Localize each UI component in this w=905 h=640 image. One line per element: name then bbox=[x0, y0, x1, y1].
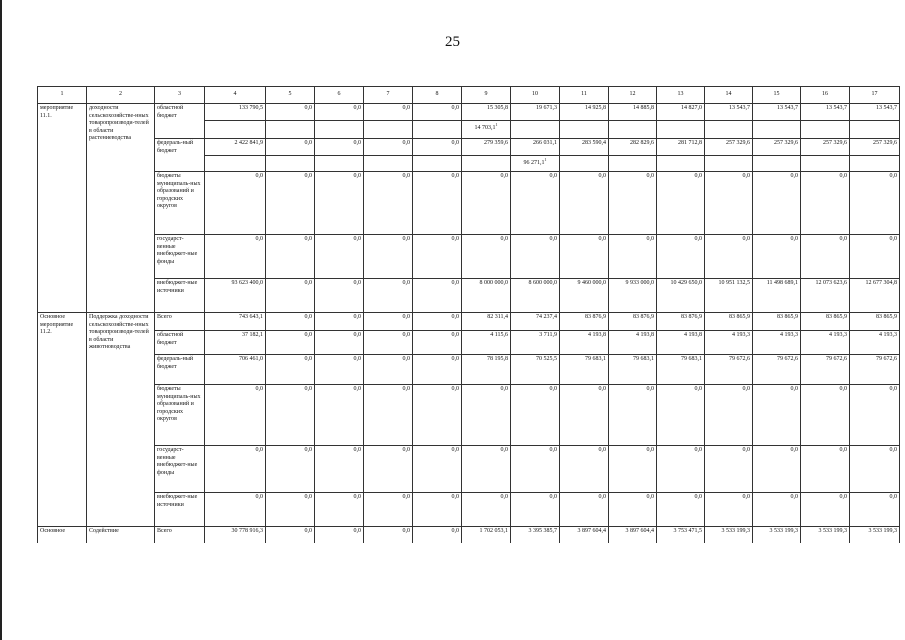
value-cell: 9 460 000,0 bbox=[560, 279, 609, 313]
column-number: 2 bbox=[87, 87, 155, 104]
value-cell: 0,0 bbox=[511, 235, 560, 279]
value-cell-note bbox=[705, 121, 753, 139]
value-cell: 0,0 bbox=[364, 355, 413, 385]
funding-source-cell: Всего bbox=[155, 313, 205, 331]
value-cell: 0,0 bbox=[315, 493, 364, 527]
value-cell-note bbox=[413, 156, 462, 172]
value-cell: 4 193,8 bbox=[609, 331, 657, 355]
value-cell: 0,0 bbox=[315, 331, 364, 355]
column-number: 1 bbox=[38, 87, 87, 104]
value-cell: 0,0 bbox=[511, 385, 560, 446]
value-cell: 0,0 bbox=[850, 446, 900, 493]
value-cell: 0,0 bbox=[609, 385, 657, 446]
column-number: 6 bbox=[315, 87, 364, 104]
footnote-marker: 1 bbox=[495, 122, 498, 127]
table-row bbox=[38, 139, 900, 156]
value-cell: 3 711,9 bbox=[511, 331, 560, 355]
value-cell: 0,0 bbox=[609, 235, 657, 279]
footnote-marker: 1 bbox=[544, 157, 547, 162]
value-cell: 0,0 bbox=[413, 235, 462, 279]
value-cell-note bbox=[705, 156, 753, 172]
table-row bbox=[38, 172, 900, 235]
value-cell: 0,0 bbox=[364, 279, 413, 313]
value-cell-note bbox=[266, 121, 315, 139]
value-cell: 0,0 bbox=[560, 235, 609, 279]
value-cell-note bbox=[657, 121, 705, 139]
value-cell: 0,0 bbox=[413, 313, 462, 331]
value-cell: 0,0 bbox=[266, 172, 315, 235]
value-cell-note bbox=[462, 156, 511, 172]
funding-source-cell: бюджеты муниципаль-ных образований и городских округов bbox=[155, 385, 205, 446]
value-cell: 3 897 604,4 bbox=[609, 527, 657, 543]
value-cell: 0,0 bbox=[753, 235, 801, 279]
column-number: 13 bbox=[657, 87, 705, 104]
value-cell: 0,0 bbox=[560, 385, 609, 446]
value-cell: 0,0 bbox=[266, 313, 315, 331]
value-cell: 83 865,9 bbox=[705, 313, 753, 331]
value-cell: 93 623 400,0 bbox=[205, 279, 266, 313]
value-cell: 0,0 bbox=[315, 446, 364, 493]
value-cell: 0,0 bbox=[462, 235, 511, 279]
value-cell: 11 498 689,1 bbox=[753, 279, 801, 313]
value-cell-note bbox=[205, 156, 266, 172]
value-cell: 0,0 bbox=[801, 385, 850, 446]
value-cell: 0,0 bbox=[315, 527, 364, 543]
table-row bbox=[38, 493, 900, 527]
column-number: 7 bbox=[364, 87, 413, 104]
value-cell: 0,0 bbox=[315, 313, 364, 331]
column-number: 3 bbox=[155, 87, 205, 104]
value-cell: 3 753 471,5 bbox=[657, 527, 705, 543]
measure-name-cell: Основное bbox=[38, 527, 87, 543]
value-cell: 257 329,6 bbox=[801, 139, 850, 156]
value-cell: 281 712,8 bbox=[657, 139, 705, 156]
value-cell: 0,0 bbox=[266, 331, 315, 355]
value-cell-note bbox=[413, 121, 462, 139]
column-number: 8 bbox=[413, 87, 462, 104]
table-header-row bbox=[38, 87, 900, 104]
value-cell: 0,0 bbox=[801, 172, 850, 235]
value-cell: 0,0 bbox=[609, 446, 657, 493]
value-cell: 12 073 623,6 bbox=[801, 279, 850, 313]
value-cell: 3 897 604,4 bbox=[560, 527, 609, 543]
footnote-value: 14 703,1 bbox=[474, 125, 496, 131]
column-number: 17 bbox=[850, 87, 900, 104]
column-number: 14 bbox=[705, 87, 753, 104]
column-number: 16 bbox=[801, 87, 850, 104]
value-cell: 279 359,6 bbox=[462, 139, 511, 156]
measure-name-cell: Основное мероприятие 11.2. bbox=[38, 313, 87, 527]
measure-description-cell: Содействие bbox=[87, 527, 155, 543]
value-cell: 3 533 199,3 bbox=[753, 527, 801, 543]
value-cell: 266 031,1 bbox=[511, 139, 560, 156]
funding-source-cell: бюджеты муниципаль-ных образований и городских округов bbox=[155, 172, 205, 235]
value-cell-note bbox=[462, 121, 511, 139]
value-cell: 0,0 bbox=[315, 172, 364, 235]
value-cell: 0,0 bbox=[315, 385, 364, 446]
value-cell: 70 525,5 bbox=[511, 355, 560, 385]
value-cell: 0,0 bbox=[413, 104, 462, 121]
value-cell: 0,0 bbox=[609, 493, 657, 527]
value-cell: 79 683,1 bbox=[657, 355, 705, 385]
value-cell: 4 193,3 bbox=[753, 331, 801, 355]
value-cell: 79 672,6 bbox=[801, 355, 850, 385]
value-cell: 4 115,6 bbox=[462, 331, 511, 355]
value-cell: 0,0 bbox=[850, 172, 900, 235]
value-cell: 37 182,1 bbox=[205, 331, 266, 355]
value-cell: 13 543,7 bbox=[753, 104, 801, 121]
value-cell: 0,0 bbox=[364, 104, 413, 121]
value-cell: 0,0 bbox=[364, 313, 413, 331]
value-cell: 0,0 bbox=[315, 355, 364, 385]
value-cell-note bbox=[753, 121, 801, 139]
column-number: 15 bbox=[753, 87, 801, 104]
funding-source-cell: внебюджет-ные источники bbox=[155, 493, 205, 527]
value-cell: 0,0 bbox=[753, 493, 801, 527]
value-cell: 4 193,8 bbox=[560, 331, 609, 355]
value-cell: 0,0 bbox=[657, 235, 705, 279]
value-cell: 0,0 bbox=[266, 527, 315, 543]
value-cell: 0,0 bbox=[413, 355, 462, 385]
value-cell: 0,0 bbox=[205, 446, 266, 493]
value-cell: 0,0 bbox=[753, 172, 801, 235]
value-cell: 0,0 bbox=[364, 331, 413, 355]
value-cell: 0,0 bbox=[413, 331, 462, 355]
value-cell: 83 876,9 bbox=[657, 313, 705, 331]
value-cell: 0,0 bbox=[266, 446, 315, 493]
value-cell: 0,0 bbox=[560, 493, 609, 527]
value-cell: 0,0 bbox=[413, 139, 462, 156]
value-cell: 0,0 bbox=[413, 172, 462, 235]
value-cell-note bbox=[315, 156, 364, 172]
measure-description-cell: доходности сельскохозяйстве-нных товаропроизводи-телей в области растениеводства bbox=[87, 104, 155, 313]
value-cell-note bbox=[657, 156, 705, 172]
value-cell-note bbox=[511, 121, 560, 139]
value-cell: 13 543,7 bbox=[801, 104, 850, 121]
value-cell: 0,0 bbox=[364, 446, 413, 493]
funding-source-cell: федераль-ный бюджет bbox=[155, 355, 205, 385]
value-cell: 0,0 bbox=[364, 139, 413, 156]
value-cell: 79 683,1 bbox=[609, 355, 657, 385]
value-cell: 13 543,7 bbox=[705, 104, 753, 121]
value-cell: 12 677 304,8 bbox=[850, 279, 900, 313]
value-cell: 0,0 bbox=[560, 172, 609, 235]
value-cell: 0,0 bbox=[413, 527, 462, 543]
value-cell: 0,0 bbox=[266, 104, 315, 121]
value-cell-note bbox=[205, 121, 266, 139]
value-cell: 4 193,8 bbox=[657, 331, 705, 355]
value-cell: 283 590,4 bbox=[560, 139, 609, 156]
value-cell-note bbox=[850, 121, 900, 139]
value-cell: 0,0 bbox=[315, 235, 364, 279]
value-cell: 0,0 bbox=[657, 385, 705, 446]
funding-source-cell: государст-венные внебюджет-ные фонды bbox=[155, 235, 205, 279]
value-cell: 257 329,6 bbox=[850, 139, 900, 156]
funding-source-cell: федераль-ный бюджет bbox=[155, 139, 205, 172]
value-cell: 2 422 841,9 bbox=[205, 139, 266, 156]
value-cell: 0,0 bbox=[705, 235, 753, 279]
value-cell: 83 876,9 bbox=[560, 313, 609, 331]
value-cell: 0,0 bbox=[753, 446, 801, 493]
budget-table bbox=[37, 86, 900, 543]
value-cell: 0,0 bbox=[266, 385, 315, 446]
column-number: 4 bbox=[205, 87, 266, 104]
value-cell: 0,0 bbox=[705, 172, 753, 235]
table-row bbox=[38, 104, 900, 121]
value-cell: 0,0 bbox=[462, 493, 511, 527]
value-cell: 0,0 bbox=[657, 446, 705, 493]
column-number: 11 bbox=[560, 87, 609, 104]
value-cell: 0,0 bbox=[205, 172, 266, 235]
value-cell: 0,0 bbox=[801, 235, 850, 279]
value-cell-note bbox=[609, 156, 657, 172]
page-edge-line bbox=[0, 0, 2, 640]
value-cell: 0,0 bbox=[462, 172, 511, 235]
value-cell: 0,0 bbox=[560, 446, 609, 493]
value-cell: 10 951 132,5 bbox=[705, 279, 753, 313]
value-cell-note bbox=[850, 156, 900, 172]
value-cell: 0,0 bbox=[266, 493, 315, 527]
value-cell: 83 865,9 bbox=[801, 313, 850, 331]
value-cell: 257 329,6 bbox=[753, 139, 801, 156]
value-cell-note bbox=[609, 121, 657, 139]
column-number: 5 bbox=[266, 87, 315, 104]
value-cell: 743 643,1 bbox=[205, 313, 266, 331]
value-cell: 0,0 bbox=[850, 385, 900, 446]
table-row bbox=[38, 313, 900, 331]
value-cell: 257 329,6 bbox=[705, 139, 753, 156]
value-cell: 4 193,3 bbox=[801, 331, 850, 355]
column-number: 12 bbox=[609, 87, 657, 104]
value-cell: 14 885,8 bbox=[609, 104, 657, 121]
funding-source-cell: внебюджет-ные источники bbox=[155, 279, 205, 313]
value-cell-note bbox=[315, 121, 364, 139]
value-cell: 9 933 000,0 bbox=[609, 279, 657, 313]
value-cell: 0,0 bbox=[266, 139, 315, 156]
column-number: 10 bbox=[511, 87, 560, 104]
value-cell: 1 702 053,1 bbox=[462, 527, 511, 543]
funding-source-cell: Всего bbox=[155, 527, 205, 543]
value-cell: 282 829,6 bbox=[609, 139, 657, 156]
page-number: 25 bbox=[445, 34, 460, 50]
table-row bbox=[38, 446, 900, 493]
value-cell: 0,0 bbox=[753, 385, 801, 446]
funding-source-cell: областной бюджет bbox=[155, 331, 205, 355]
table-row bbox=[38, 385, 900, 446]
value-cell: 83 876,9 bbox=[609, 313, 657, 331]
value-cell: 19 671,3 bbox=[511, 104, 560, 121]
table-row bbox=[38, 235, 900, 279]
value-cell-note bbox=[801, 156, 850, 172]
value-cell: 79 683,1 bbox=[560, 355, 609, 385]
value-cell: 0,0 bbox=[315, 279, 364, 313]
table-row bbox=[38, 279, 900, 313]
value-cell: 0,0 bbox=[266, 279, 315, 313]
value-cell: 4 193,3 bbox=[705, 331, 753, 355]
value-cell: 706 461,0 bbox=[205, 355, 266, 385]
table-row bbox=[38, 527, 900, 543]
value-cell: 79 672,6 bbox=[753, 355, 801, 385]
value-cell: 0,0 bbox=[850, 493, 900, 527]
value-cell: 78 195,8 bbox=[462, 355, 511, 385]
value-cell: 83 865,9 bbox=[753, 313, 801, 331]
value-cell: 3 533 199,3 bbox=[850, 527, 900, 543]
value-cell: 0,0 bbox=[705, 385, 753, 446]
value-cell: 0,0 bbox=[413, 493, 462, 527]
value-cell: 4 193,3 bbox=[850, 331, 900, 355]
value-cell-note bbox=[801, 121, 850, 139]
value-cell-note bbox=[560, 121, 609, 139]
table-row bbox=[38, 331, 900, 355]
value-cell: 0,0 bbox=[364, 493, 413, 527]
value-cell: 79 672,6 bbox=[705, 355, 753, 385]
value-cell-note bbox=[364, 121, 413, 139]
value-cell: 8 000 000,0 bbox=[462, 279, 511, 313]
value-cell: 30 778 916,3 bbox=[205, 527, 266, 543]
value-cell: 0,0 bbox=[657, 172, 705, 235]
value-cell: 0,0 bbox=[364, 527, 413, 543]
value-cell: 0,0 bbox=[205, 385, 266, 446]
value-cell: 0,0 bbox=[801, 446, 850, 493]
footnote-value: 96 271,1 bbox=[523, 160, 545, 166]
value-cell-note bbox=[560, 156, 609, 172]
value-cell: 3 533 199,3 bbox=[705, 527, 753, 543]
value-cell-note bbox=[753, 156, 801, 172]
column-number: 9 bbox=[462, 87, 511, 104]
value-cell-note bbox=[266, 156, 315, 172]
value-cell: 74 237,4 bbox=[511, 313, 560, 331]
value-cell: 0,0 bbox=[609, 172, 657, 235]
value-cell: 0,0 bbox=[413, 446, 462, 493]
value-cell: 0,0 bbox=[511, 493, 560, 527]
funding-source-cell: государст-венные внебюджет-ные фонды bbox=[155, 446, 205, 493]
table-row bbox=[38, 355, 900, 385]
value-cell: 15 305,8 bbox=[462, 104, 511, 121]
value-cell: 79 672,6 bbox=[850, 355, 900, 385]
value-cell: 8 600 000,0 bbox=[511, 279, 560, 313]
value-cell: 0,0 bbox=[657, 493, 705, 527]
value-cell: 14 827,0 bbox=[657, 104, 705, 121]
value-cell: 82 311,4 bbox=[462, 313, 511, 331]
value-cell-note bbox=[511, 156, 560, 172]
value-cell: 0,0 bbox=[850, 235, 900, 279]
value-cell: 0,0 bbox=[315, 104, 364, 121]
value-cell: 0,0 bbox=[511, 446, 560, 493]
value-cell: 0,0 bbox=[266, 355, 315, 385]
value-cell: 0,0 bbox=[364, 235, 413, 279]
value-cell: 133 790,5 bbox=[205, 104, 266, 121]
value-cell: 10 429 650,0 bbox=[657, 279, 705, 313]
value-cell: 0,0 bbox=[511, 172, 560, 235]
value-cell: 3 395 385,7 bbox=[511, 527, 560, 543]
value-cell: 0,0 bbox=[315, 139, 364, 156]
value-cell: 0,0 bbox=[462, 385, 511, 446]
value-cell: 13 543,7 bbox=[850, 104, 900, 121]
value-cell: 3 533 199,3 bbox=[801, 527, 850, 543]
value-cell: 83 865,9 bbox=[850, 313, 900, 331]
measure-description-cell: Поддержка доходности сельскохозяйстве-нных товаропроизводи-телей в области животноводства bbox=[87, 313, 155, 527]
value-cell: 0,0 bbox=[205, 235, 266, 279]
value-cell: 0,0 bbox=[364, 385, 413, 446]
value-cell: 0,0 bbox=[205, 493, 266, 527]
value-cell: 0,0 bbox=[266, 235, 315, 279]
value-cell: 0,0 bbox=[413, 385, 462, 446]
value-cell: 0,0 bbox=[364, 172, 413, 235]
value-cell: 0,0 bbox=[413, 279, 462, 313]
value-cell: 0,0 bbox=[705, 493, 753, 527]
value-cell: 0,0 bbox=[705, 446, 753, 493]
funding-source-cell: областной бюджет bbox=[155, 104, 205, 139]
value-cell: 14 925,8 bbox=[560, 104, 609, 121]
value-cell-note bbox=[364, 156, 413, 172]
measure-name-cell: мероприятие 11.1. bbox=[38, 104, 87, 313]
value-cell: 0,0 bbox=[462, 446, 511, 493]
value-cell: 0,0 bbox=[801, 493, 850, 527]
